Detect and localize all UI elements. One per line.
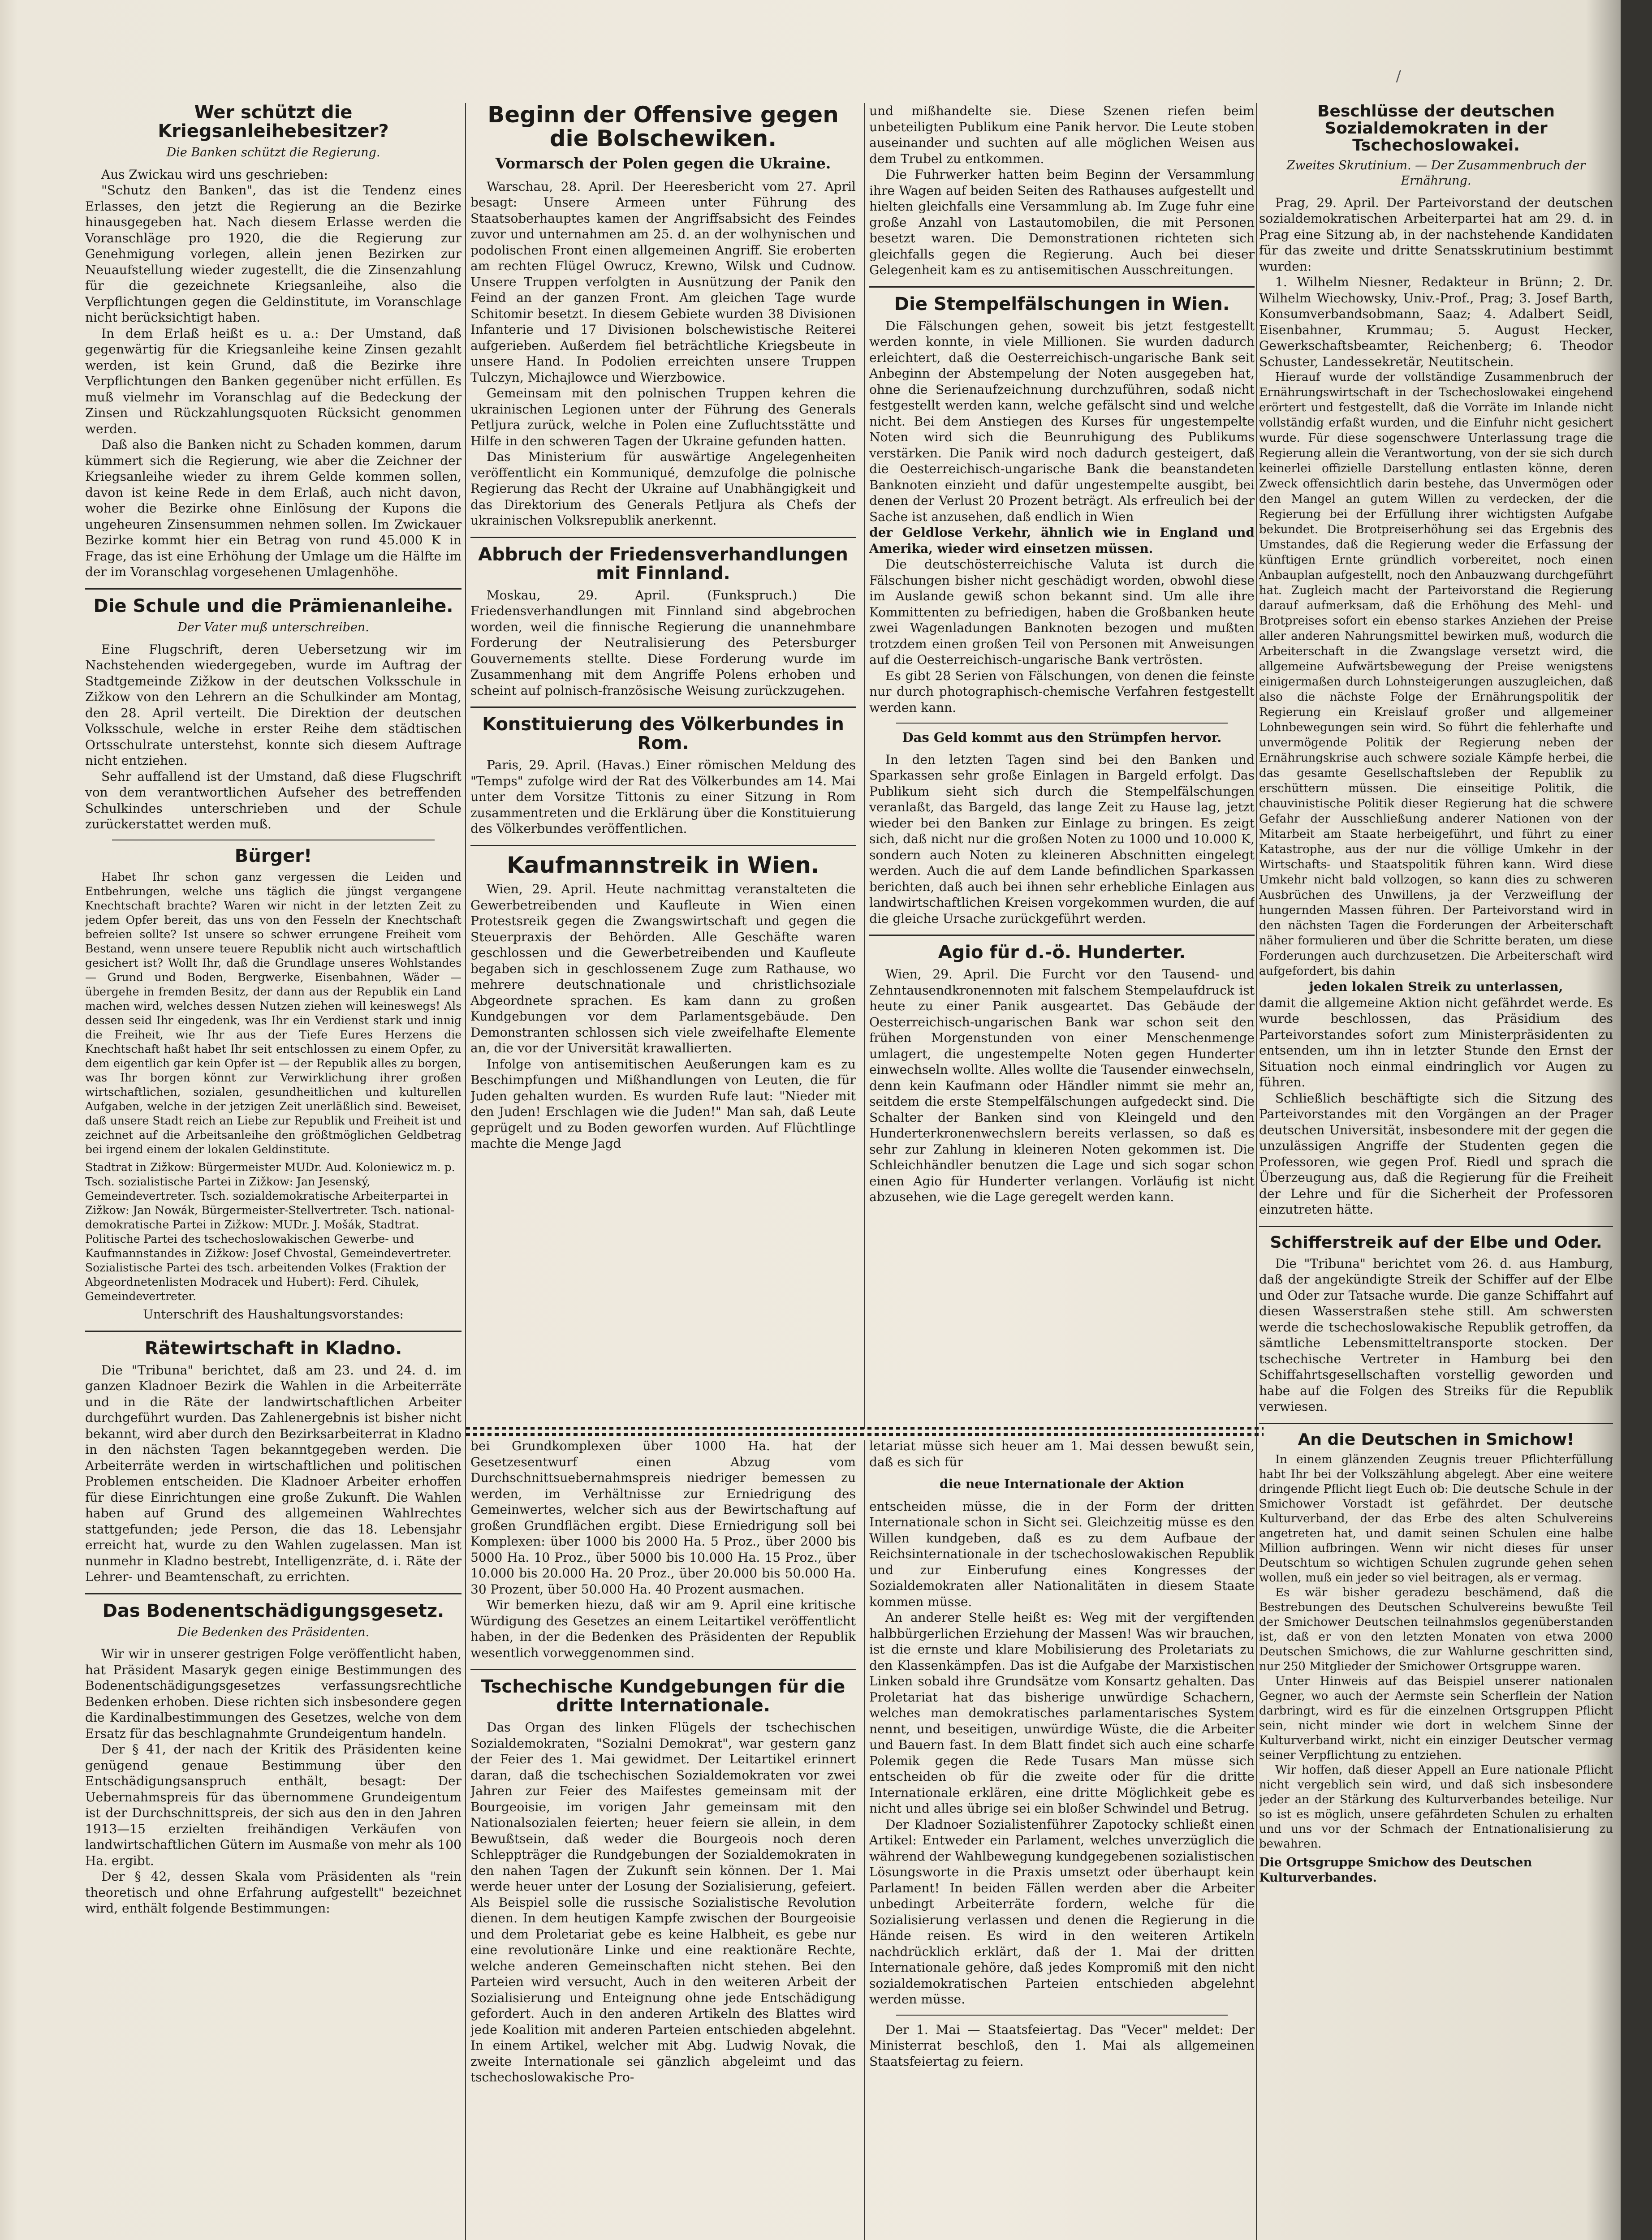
paragraph: Es wär bisher geradezu beschämend, daß die Bestrebungen des Deutschen Schulvereins bewußte Teil der Smichower Deutschen teilnahmslos gegenüberstanden ist, daß er von den letzten Monaten von etwa 2000 Deutschen Smichows, die zur Wahlurne geschritten sind, nur 250 Mitglieder der Smichower Ortsgruppe waren. — [1259, 1586, 1613, 1674]
paragraph: Die deutschösterreichische Valuta ist durch die Fälschungen bisher nicht geschädigt worden, obwohl diese im Auslande gewiß schon bekannt sind. Um alle ihre Kommittenten zu befriedigen, haben die Großbanken heute zwei Wagenladungen Banknoten bezogen und mußten trotzdem einen großen Teil von Personen mit Anweisungen auf die Oesterreichisch-ungarische Bank vertrösten. — [869, 557, 1255, 667]
paragraph: Es gibt 28 Serien von Fälschungen, von denen die feinste nur durch photographisch-chemische Verfahren festgestellt werden kann. — [869, 668, 1255, 715]
paragraph: bei Grundkomplexen über 1000 Ha. hat der Gesetzesentwurf einen Abzug vom Durchschnittsuebernahmspreis niedriger bemessen zu werden, im Verhältnisse zur Erniedrigung des Gemeinwertes, welcher sich aus der Bewirtschaftung auf großen Grundflächen ergibt. Diese Erniedrigung soll bei Komplexen: über 1000 bis 2000 Ha. 5 Proz., über 2000 bis 5000 Ha. 10 Proz., über 5000 bis 10.000 Ha. 15 Proz., über 10.000 bis 20.000 Ha. 20 Proz., über 20.000 bis 50.000 Ha. 30 Prozent, über 50.000 Ha. 40 Prozent ausmachen. — [470, 1439, 856, 1597]
paragraph: Das Organ des linken Flügels der tschechischen Sozialdemokraten, "Sozialni Demokrat", war gestern ganz der Feier des 1. Mai gewidmet. Der Leitartikel erinnert daran, daß die tschechischen Sozialdemokraten vor zwei Jahren zur Feier des Maifestes gemeinsam mit der Bourgeoisie, im vorigen Jahr gemeinsam mit den Nationalsozialen feierten; heuer feiern sie allein, in dem Bewußtsein, daß weder die Bourgeois noch deren Schleppträger die Rundgebungen der Sozialdemokraten in den nahen Tagen der Zukunft sein können. Der 1. Mai werde heuer unter der Losung der Sozialisierung, gefeiert. Als Beispiel solle die russische Sozialistische Revolution dienen. In dem heutigen Kampfe zwischen der Bourgeoisie und dem Proletariat gebe es keine Halbheit, es gebe nur eine revolutionäre Linke und eine reaktionäre Rechte, welche anderen Gemeinschaften nicht stehen. Bei den Parteien wird versucht, Auch in den weiteren Arbeit der Sozialisierung und Enteignung ohne jede Entschädigung gefordert. Auch in den anderen Artikeln des Blattes wird jede Koalition mit anderen Parteien entschieden abgelehnt. In einem Artikel, welcher mit Abg. Ludwig Novak, die zweite Internationale sei gänzlich abgeleimt und das tschechoslowakische Pro- — [470, 1720, 856, 2085]
paragraph: Wien, 29. April. Heute nachmittag veranstalteten die Gewerbetreibenden und Kaufleute in Wien einen Protestsreik gegen die Zwangswirtschaft und gegen die Steuerpraxis der Behörden. Alle Geschäfte waren geschlossen und die Gewerbetreibenden und Kaufleute begaben sich in geschlossenem Zuge zum Rathause, wo mehrere deutschnationale und christlichsoziale Abgeordnete sprachen. Es kam dann zu großen Kundgebungen vor dem Parlamentsgebäude. Den Demonstranten schlossen sich viele zweifelhafte Elemente an, die vor der Universität krawallierten. — [470, 882, 856, 1056]
paragraph: Wien, 29. April. Die Furcht vor den Tausend- und Zehntausendkronennoten mit falschem Stempelaufdruck ist heute zu einer Panik ausgeartet. Das Gebäude der Oesterreichisch-ungarischen Bank war schon seit den frühen Morgenstunden von einer Menschenmenge umlagert, die ungestempelte Noten gegen Hunderter einwechseln wollte. Alles wollte die Tausender einwechseln, denn kein Kaufmann oder Händler nimmt sie mehr an, seitdem die erste Stempelfälschungen aufgedeckt sind. Die Schalter der Banken sind von Kleingeld und den Hunderterkronenwechslern bereits verlassen, so daß es sehr zur Zahlung in kleineren Noten gekommen ist. Die Schleichhändler benutzen die Lage und sich sogar schon einen Agio für Hunderter verlangen. Vorläufig ist nicht abzusehen, wie die Lage geregelt werden kann. — [869, 967, 1255, 1205]
paragraph: Wir wir in unserer gestrigen Folge veröffentlicht haben, hat Präsident Masaryk gegen einige Bestimmungen des Bodenentschädigungsgesetzes verfassungsrechtliche Bedenken erhoben. Diese richten sich insbesondere gegen die Kardinalbestimmungen des Gesetzes, welche von dem Ersatz für das beschlagnahmte Grundeigentum handeln. — [85, 1646, 462, 1741]
subheadline: Die Bedenken des Präsidenten. — [177, 1625, 370, 1639]
paragraph: Sehr auffallend ist der Umstand, daß diese Flugschrift von dem verantwortlichen Aufseher des betreffenden Schulkindes unterschrieben und der Schule zurückerstattet werden muß. — [85, 769, 462, 831]
headline: Tschechische Kundgebungen für die dritte Internationale. — [481, 1676, 845, 1716]
signature-line: Unterschrift des Haushaltungsvorstandes: — [143, 1307, 404, 1322]
column-4 — [1259, 103, 1613, 2240]
headline: Abbruch der Friedensverhandlungen mit Finnland. — [478, 544, 848, 584]
paragraph: Die Fälschungen gehen, soweit bis jetzt festgestellt werden konnte, in viele Millionen. Sie wurden dadurch erleichtert, daß die Oesterreichisch-ungarische Bank seit Anbeginn der Abstempelung der Noten ausgegeben hat, ohne die Serienaufzeichnung durchzuführen, sodaß nicht festgestellt werden kann, welche gefälscht sind und welche nicht. Bei dem Anstiegen des Kurses für ungestempelte Noten wird sich die Beunruhigung des Publikums verstärken. Die Panik wird noch dadurch gesteigert, daß die Oesterreichisch-ungarische Bank die beanstandeten Banknoten einzieht und dafür ungestempelte ausgibt, bei denen der Verlust 20 Prozent beträgt. Als erfreulich bei der Sache ist anzusehen, daß endlich in Wien — [869, 318, 1255, 524]
paragraph: Infolge von antisemitischen Aeußerungen kam es zu Beschimpfungen und Mißhandlungen von Leuten, die für Juden gehalten wurden. Es wurden Rufe laut: "Nieder mit den Juden! Erschlagen wie die Juden!" Man sah, daß Leute geprügelt und zu Boden geworfen wurden. Auf Flüchtlinge machte die Menge Jagd — [470, 1056, 856, 1151]
paragraph: Paris, 29. April. (Havas.) Einer römischen Meldung des "Temps" zufolge wird der Rat des Völkerbundes am 14. Mai unter dem Vorsitze Tittonis zu einer Sitzung in Rom zusammentreten und die Erklärung über die Konstituierung des Völkerbundes veröffentlichen. — [470, 758, 856, 836]
column-rule — [465, 103, 466, 2240]
paragraph: Moskau, 29. April. (Funkspruch.) Die Friedensverhandlungen mit Finnland sind abgebrochen worden, weil die finnische Regierung die unannehmbare Forderung der Neutralisierung des Petersburger Gouvernements stellte. Diese Forderung wurde im Zusammenhang mit dem Angriffe Polens erhoben und scheint auf polnisch-französische Weisung zurückzugehen. — [470, 587, 856, 698]
paragraph: die neue Internationale der Aktion — [940, 1477, 1184, 1491]
paragraph: Der Kladnoer Sozialistenführer Zapotocky schließt einen Artikel: Entweder ein Parlament, welches unverzüglich die während der Wahlbewegung kundgegebenen sozialistischen Lösungsworte in die Praxis umsetzt oder überhaupt kein Parlament! In beiden Fällen werden aber die Arbeiter unbedingt Arbeiterräte fordern, welche für die Sozialisierung verlassen und denen die Regierung in die Hände reisen. Es wird in den weiteren Artikeln nachdrücklich erklärt, daß der 1. Mai der dritten Internationale gehöre, daß jedes Kompromiß mit den nicht sozialdemokratischen Parteien entschieden abgelehnt werden müsse. — [869, 1817, 1255, 2007]
paragraph: Prag, 29. April. Der Parteivorstand der deutschen sozialdemokratischen Arbeiterpartei hat am 29. d. in Prag eine Sitzung ab, in der nachstehende Kandidaten für das zweite und dritte Senatsskrutinium bestimmt wurden: — [1259, 195, 1613, 274]
paragraph: und mißhandelte sie. Diese Szenen riefen beim unbeteiligten Publikum eine Panik hervor. Die Leute stoben auseinander und suchten auf alle möglichen Weisen aus dem Trubel zu entkommen. — [869, 103, 1255, 166]
headline: Agio für d.-ö. Hunderter. — [938, 942, 1186, 963]
article-divider — [85, 1593, 462, 1594]
paragraph: Daß also die Banken nicht zu Schaden kommen, darum kümmert sich die Regierung, wie aber die Zeichner der Kriegsanleihe wieder zu ihrem Gelde kommen sollen, davon ist keine Rede in dem Erlaß, auch nicht davon, woher die Bezirke ohne Einlösung der Kupons die ungeheuren Zinsensummen nehmen sollen. Im Zwickauer Bezirke kommt hier ein Betrag von rund 45.000 K in Frage, das ist eine Erhöhung der Umlage um die Hälfte im der im Voranschlag vorgesehenen Umlagenhöhe. — [85, 437, 462, 580]
article-kriegsanleihe — [85, 103, 462, 580]
signatories: Stadtrat in Zižkow: Bürgermeister MUDr. Aud. Koloniewicz m. p. Tsch. sozialistische Partei in Zižkow: Jan Jesenský, Gemeindevertreter. Tsch. sozialdemokratische Arbeiterpartei in Zižkow: Jan Nowák, Bürgermeister-Stellvertreter. Tsch. national-demokratische Partei in Zižkow: MUDr. J. Mošák, Stadtrat. Politische Partei des tschechoslowakischen Gewerbe- und Kaufmannstandes in Zižkow: Josef Chvostal, Gemeindevertreter. Sozialistische Partei des tsch. arbeitenden Volkes (Fraktion der Abgeordnetenlisten Modracek und Hubert): Ferd. Cihulek, Gemeindevertreter. — [85, 1160, 455, 1303]
subheadline: Die Banken schützt die Regierung. — [166, 146, 380, 159]
headline: Beginn der Offensive gegen die Bolschewiken. — [487, 103, 839, 151]
paragraph: entscheiden müsse, die in der Form der dritten Internationale schon in Sicht sei. Gleichzeitig müsse es den Willen kundgeben, daß es zu dem Aufbaue der Reichsinternationale in der tschechoslowakischen Republik und zur Einberufung eines Kongresses der Sozialdemokraten aller Nationalitäten in diesem Staate kommen müsse. — [869, 1499, 1255, 1609]
paragraph: jeden lokalen Streik zu unterlassen, — [1309, 979, 1563, 995]
divider — [896, 2015, 1228, 2016]
signature: Die Ortsgruppe Smichow des Deutschen Kulturverbandes. — [1259, 1856, 1532, 1885]
article-divider — [470, 1669, 856, 1670]
paragraph: An anderer Stelle heißt es: Weg mit der vergiftenden halbbürgerlichen Erziehung der Massen! Was wir brauchen, ist die ernste und klare Mobilisierung des Proletariats zu den Klassenkämpfen. Das ist die Aufgabe der Marxistischen Linken sobald ihre Grundsätze vom Konsartz gehalten. Das Proletariat hat das bisherige unwürdige Schachern, welches man demokratisches parlamentarisches System nennt, und beseitigen, unwürdige Wüste, die die Arbeiter und Bauern fast. In dem Blatt findet sich auch eine scharfe Polemik gegen die Rede Tusars Man müsse sich entscheiden ob für die zweite oder für die dritte Internationale erklären, eine dritte Möglichkeit gebe es nicht und alles übrige sei ein bloßer Schwindel und Betrug. — [869, 1610, 1255, 1816]
article-schifferstreik — [1259, 1234, 1613, 1415]
article-divider — [1259, 1423, 1613, 1424]
article-divider — [470, 845, 856, 846]
paragraph: Gemeinsam mit den polnischen Truppen kehren die ukrainischen Legionen unter der Führung des Generals Petljura zurück, welche in Polen eine Zufluchtsstätte und Hilfe in den schweren Tagen der Ukraine gefunden hatten. — [470, 386, 856, 448]
article-agio — [869, 943, 1255, 1205]
article-smichow — [1259, 1431, 1613, 1886]
paragraph: Wir bemerken hiezu, daß wir am 9. April eine kritische Würdigung des Gesetzes an einem Leitartikel veröffentlicht haben, in der die Bedenken des Präsidenten der Republik wesentlich vorweggenommen sind. — [470, 1598, 856, 1660]
column-1 — [85, 103, 462, 2240]
headline: Die Schule und die Prämienanleihe. — [93, 595, 453, 616]
lower-column-right — [869, 1438, 1255, 2240]
article-divider — [869, 286, 1255, 288]
headline: Konstituierung des Völkerbundes in Rom. — [482, 714, 844, 754]
paragraph: Schließlich beschäftigte sich die Sitzung des Parteivorstandes mit den Vorgängen an der Prager deutschen Universität, insbesondere mit der gegen die unzulässigen Angriffe der Studenten gegen die Professoren, wie gegen Prof. Riedl und sprach die Überzeugung aus, daß die Regierung für die Freiheit der Lehre und für die Sicherheit der Professoren einzutreten hätte. — [1259, 1090, 1613, 1217]
headline: Das Bodenentschädigungsgesetz. — [102, 1600, 444, 1621]
headline: Schifferstreik auf der Elbe und Oder. — [1270, 1233, 1602, 1252]
article-divider — [85, 1331, 462, 1332]
paragraph: der Geldlose Verkehr, ähnlich wie in England und Amerika, wieder wird einsetzen müssen. — [869, 525, 1255, 556]
article-buerger — [85, 847, 462, 1322]
paragraph: Die Fuhrwerker hatten beim Beginn der Versammlung ihre Wagen auf beiden Seiten des Rathauses aufgestellt und hielten gleichfalls eine Versammlung ab. Im Zuge fuhr eine große Anzahl von Lastautomobilen, die mit Personen besetzt waren. Die Demonstrationen richteten sich gleichfalls gegen die Regierung. Auch bei dieser Gelegenheit kam es zu antisemitischen Ausschreitungen. — [869, 167, 1255, 277]
paragraph: damit die allgemeine Aktion nicht gefährdet werde. Es wurde beschlossen, das Präsidium des Parteivorstandes sofort zum Ministerpräsidenten zu entsenden, um ihn in letzter Stunde den Ernst der Situation noch einmal eindringlich vor Augen zu führen. — [1259, 995, 1613, 1090]
paragraph: Das Ministerium für auswärtige Angelegenheiten veröffentlicht ein Kommuniqué, demzufolge die polnische Regierung das Recht der Ukraine auf Unabhängigkeit und das Direktorium des Generals Petljura als Chefs der ukrainischen Volksrepublik anerkennt. — [470, 449, 856, 528]
paragraph: "Schutz den Banken", das ist die Tendenz eines Erlasses, den jetzt die Regierung an die Bezirke hinausgegeben hat. Nach diesem Erlasse werden die Voranschläge pro 1920, die die Regierung zur Genehmigung vorlegen, allein jenen Bezirken zur Neuaufstellung wieder zugestellt, die die Zinsenzahlung für die gezeichnete Kriegsanleihe, also die Verpflichtungen gegen die Geldinstitute, im Voranschlage nicht berücksichtigt haben. — [85, 183, 462, 325]
article-continuation — [869, 103, 1255, 278]
page-edge-shadow — [1621, 0, 1652, 2240]
paragraph: Die "Tribuna" berichtet vom 26. d. aus Hamburg, daß der angekündigte Streik der Schiffer auf der Elbe und Oder zur Tatsache wurde. Die ganze Schiffahrt auf diesen Wasserstraßen stehe still. Am schwersten werde die tschechoslowakische Republik getroffen, da sämtliche Lebensmitteltransporte stocken. Der tschechische Vertreter in Hamburg bei den Schiffahrtsgesellschaften vorstellig geworden und habe auf die Folgen des Streiks für die Republik verwiesen. — [1259, 1256, 1613, 1414]
article-divider — [470, 706, 856, 708]
paragraph: Habet Ihr schon ganz vergessen die Leiden und Entbehrungen, welche uns täglich die jüngst vergangene Knechtschaft brachte? Waren wir nicht in der letzten Zeit zu jedem Opfer bereit, das uns von den Fesseln der Knechtschaft befreien sollte? Ist unsere so schwer errungene Freiheit vom Bestand, wenn unsere teuere Republik nicht auch wirtschaftlich gesichert ist? Wollt Ihr, daß die Grundlage unseres Wohlstandes — Grund und Boden, Bergwerke, Eisenbahnen, Wäder — übergehe in fremden Besitz, der dann aus der Republik ein Land machen wird, welches dessen Nutzen ziehen will keineswegs! Als dessen seid Ihr eingedenk, was Ihr ein Verdienst stark und innig die Freiheit, wie Ihr aus der Tiefe Eures Herzens die Knechtschaft haßt habet Ihr seit entschlossen zu einem Opfer, zu dem eigentlich gar kein Opfer ist — der Republik alles zu borgen, was Ihr borgen könnt zur Verwirklichung ihrer großen wirtschaftlichen, sozialen, gesundheitlichen und kulturellen Aufgaben, welche in der jetzigen Zeit unerläßlich sind. Beweiset, daß unsere Stadt reich an Liebe zur Republik und Freiheit ist und zeichnet auf die Arbeitsanleihe den größtmöglichen Geldbetrag bei irgend einem der lokalen Geldinstitute. — [85, 870, 462, 1156]
paragraph: In dem Erlaß heißt es u. a.: Der Umstand, daß gegenwärtig für die Kriegsanleihe keine Zinsen gezahlt werden, ist kein Grund, daß die Bezirke ihre Verpflichtungen den Banken gegenüber nicht erfüllen. Es muß vielmehr im Voranschlag auf die Bedeckung der Zinsen und Rückzahlungsquoten Rücksicht genommen werden. — [85, 326, 462, 436]
subheadline: Das Geld kommt aus den Strümpfen hervor. — [902, 730, 1222, 745]
column-rule — [864, 1440, 865, 2240]
article-divider — [1259, 1226, 1613, 1227]
paragraph: letariat müsse sich heuer am 1. Mai dessen bewußt sein, daß es sich für — [869, 1439, 1255, 1469]
column-2 — [470, 103, 856, 1425]
headline: Die Stempelfälschungen in Wien. — [894, 293, 1230, 314]
headline: Bürger! — [234, 845, 312, 866]
headline: Beschlüsse der deutschen Sozialdemokraten in der Tschechoslowakei. — [1317, 103, 1555, 155]
article-divider — [85, 588, 462, 590]
headline: Kaufmannstreik in Wien. — [507, 852, 820, 878]
column-rule — [1256, 103, 1257, 2240]
paragraph: Die "Tribuna" berichtet, daß am 23. und 24. d. im ganzen Kladnoer Bezirk die Wahlen in die Arbeiterräte und in die Räte der landwirtschaftlichen Arbeiter durchgeführt wurden. Das Zahlenergebnis ist bisher nicht bekannt, wird aber durch den Bezirksarbeiterrat in Kladno in den nächsten Tagen bekanntgegeben werden. Die Arbeiterräte werden in wirtschaftlichen und politischen Problemen entscheiden. Die Kladnoer Arbeiter erhoffen für diese Einrichtungen eine große Zukunft. Die Wahlen haben auf Grund des allgemeinen Wahlrechtes stattgefunden; jede Person, die das 18. Lebensjahr erreicht hat, wurde zu den Wahlen zugelassen. Man ist nunmehr in Kladno bestrebt, Intelligenzräte, d. i. Räte der Lehrer- und Beamtenschaft, zu errichten. — [85, 1362, 462, 1584]
column-3 — [869, 103, 1255, 1425]
paragraph: Der § 42, dessen Skala vom Präsidenten als "rein theoretisch und ohne Erfahrung aufgestellt" bezeichnet wird, enthält folgende Bestimmungen: — [85, 1869, 462, 1916]
paragraph: In einem glänzenden Zeugnis treuer Pflichterfüllung habt Ihr bei der Volkszählung abgelegt. Aber eine weitere dringende Pflicht liegt Euch ob: Die deutsche Schule in der Smichower Vorstadt ist gefährdet. Der deutsche Kulturverband, der das Erbe des alten Schulvereins angetreten hat, und damit seinen Schulen eine halbe Million aufbringen. Wenn wir nicht dieses für unser Deutschtum so wichtigen Schulen zugrunde gehen sehen wollen, muß ein jeder so viel beitragen, als er vermag. — [1259, 1453, 1613, 1585]
headline: Wer schützt die Kriegsanleihebesitzer? — [158, 103, 389, 142]
paragraph: Der 1. Mai — Staatsfeiertag. Das "Vecer" meldet: Der Ministerrat beschloß, den 1. Mai als allgemeinen Staatsfeiertag zu feiern. — [869, 2022, 1255, 2069]
article-bodenentschaedigung — [85, 1602, 462, 1917]
article-schule-praemienanleihe — [85, 597, 462, 832]
article-voelkerbund — [470, 715, 856, 837]
paragraph: 1. Wilhelm Niesner, Redakteur in Brünn; 2. Dr. Wilhelm Wiechowsky, Univ.-Prof., Prag; 3. Josef Barth, Konsumverbandsobmann, Saaz; 4. Adalbert Seidl, Eisenbahner, Krummau; 5. August Hecker, Gewerkschaftsbeamter, Reichenberg; 6. Theodor Schuster, Landessekretär, Neutitschein. — [1259, 275, 1613, 369]
subheadline: Der Vater muß unterschreiben. — [177, 620, 369, 634]
divider — [896, 723, 1228, 724]
article-stempelfaelschungen — [869, 295, 1255, 927]
article-raetewirtschaft — [85, 1339, 462, 1585]
article-offensive — [470, 103, 856, 529]
subheadline: Vormarsch der Polen gegen die Ukraine. — [495, 155, 831, 172]
headline: Rätewirtschaft in Kladno. — [144, 1338, 402, 1359]
pencil-mark: / — [1396, 67, 1401, 85]
dotted-divider — [466, 1427, 1264, 1436]
article-kaufmannstreik — [470, 853, 856, 1152]
lower-column-left — [470, 1438, 856, 2240]
article-divider — [470, 537, 856, 538]
paragraph: In den letzten Tagen sind bei den Banken und Sparkassen sehr große Einlagen in Bargeld erfolgt. Das Publikum sieht sich durch die Stempelfälschungen veranlaßt, das Bargeld, das lange Zeit zu Hause lag, jetzt wieder bei den Banken zur Einlage zu bringen. Es zeigt sich, daß nicht nur die großen Noten zu 1000 und 10.000 K, sondern auch Noten zu kleineren Abschnitten eingelegt werden. Auch die auf dem Lande befindlichen Sparkassen berichten, daß auch bei ihnen sehr erhebliche Einlagen aus landwirtschaftlichen Kreisen vorgekommen wurden, die auf die gleiche Ursache zurückgeführt werden. — [869, 752, 1255, 926]
article-finnland — [470, 545, 856, 699]
paragraph: Aus Zwickau wird uns geschrieben: — [101, 167, 328, 182]
article-divider — [869, 935, 1255, 936]
paragraph: Warschau, 28. April. Der Heeresbericht vom 27. April besagt: Unsere Armeen unter Führung des Staatsoberhauptes kamen der Angriffsabsicht des Feindes zuvor und unternahmen am 25. d. an der wolhynischen und podolischen Front einen allgemeinen Angriff. Sie eroberten am rechten Flügel Owrucz, Krewno, Wilsk und Cudnow. Unsere Truppen verfolgten in Ausnützung der Panik den Feind an der ganzen Front. Am gleichen Tage wurde Schitomir besetzt. In diesem Gebiete wurden 38 Divisionen Infanterie und 17 Divisionen bolschewistische Reiterei aufgerieben. Außerdem fiel beträchtliche Kriegsbeute in unsere Hand. In Podolien erreichten unsere Truppen Tulczyn, Michajlowce und Wierzbowice. — [470, 179, 856, 385]
headline: An die Deutschen in Smichow! — [1298, 1430, 1574, 1449]
paragraph: Hierauf wurde der vollständige Zusammenbruch der Ernährungswirtschaft in der Tschechoslowakei eingehend erörtert und festgestellt, daß die Vorräte im Inlande nicht vollständig erfaßt wurden, und die Einfuhr nicht gesichert wurde. Für diese sogenschwere Unterlassung trage die Regierung allein die Verantwortung, von der sie sich durch keinerlei offizielle Darstellung entlasten könne, deren Zweck offensichtlich darin bestehe, das Unvermögen oder den Mangel an gutem Willen zu verdecken, der die Regierung bei der Erfüllung ihrer wichtigsten Aufgabe bekundet. Die Brotpreiserhöhung sei das Ergebnis des Umstandes, daß die Regierung weder die Erfassung der künftigen Ernte gründlich vorbereitet, noch einen Anbauplan aufgestellt, noch den Anbauzwang durchgeführt hat. Zugleich macht der Parteivorstand die Regierung darauf aufmerksam, daß die Erhöhung des Mehl- und Brotpreises sofort ein ebenso starkes Anziehen der Preise aller anderen Nahrungsmittel bewirken muß, wodurch die Arbeiterschaft in die Zwangslage versetzt wird, die allgemeine Aufwärtsbewegung der Preise wenigstens einigermaßen durch Lohnsteigerungen auszugleichen, daß also die nächste Folge der Ernährungspolitik der Regierung ein Kreislauf großer und allgemeiner Lohnbewegungen sein wird. So führt die fehlerhafte und unvermögende Politik der Regierung neben der Ernährungskrise auch schwere soziale Kämpfe herbei, die das gesamte Gesellschaftsleben der Republik zu erschüttern müssen. Die einseitige Politik, die chauvinistische Politik dieser Regierung hat die schwere Gefahr der Ausschließung anderer Nationen von der Mitarbeit am Staate herbeigeführt, und führt zu einer Katastrophe, aus der nur die völlige Umkehr in der Wirtschafts- und Staatspolitik führen kann. Wird diese Umkehr nicht bald vollzogen, so kann dies zu schweren Ausbrüchen des Unwillens, ja der Verzweiflung der hungernden Massen führen. Der Parteivorstand wird in den nächsten Tagen die Forderungen der Arbeiterschaft näher formulieren und über die Schritte beraten, um diese Forderungen auch durchzusetzen. Die Arbeiterschaft wird aufgefordert, bis dahin — [1259, 370, 1613, 978]
paragraph: Eine Flugschrift, deren Uebersetzung wir im Nachstehenden wiedergegeben, wurde im Auftrag der Stadtgemeinde Zižkow in der deutschen Volksschule in Zižkow von den Lehrern an die Schulkinder am Montag, den 28. April verteilt. Die Direktion der deutschen Volksschule, welche in erster Reihe dem städtischen Ortsschulrate unterstehst, konnte sich diesem Auftrage nicht entziehen. — [85, 642, 462, 768]
paragraph: Unter Hinweis auf das Beispiel unserer nationalen Gegner, wo auch der Aermste sein Scherflein der Nation darbringt, wird es für die einzelnen Ortsgruppen Pflicht sein, nicht minder wie dort in welchem Sinne der Kulturverband wirkt, nicht ein einziger Deutscher vermag seiner Verpflichtung zu entziehen. — [1259, 1675, 1613, 1762]
paragraph: Wir hoffen, daß dieser Appell an Eure nationale Pflicht nicht vergeblich sein wird, und daß sich insbesondere jeder an der Stärkung des Kulturverbandes beteilige. Nur so ist es möglich, unsere gefährdeten Schulen zu erhalten und uns vor der Schmach der Entnationalisierung zu bewahren. — [1259, 1763, 1613, 1851]
paragraph: Der § 41, der nach der Kritik des Präsidenten keine genügend genaue Bestimmung über den Entschädigungsanspruch enthält, besagt: Der Uebernahmspreis für das übernommene Grundeigentum ist der Durchschnittspreis, der sich aus den in den Jahren 1913—15 erzielten freihändigen Verkäufen von landwirtschaftlichen Gütern im Ausmaße von mehr als 100 Ha. ergibt. — [85, 1742, 462, 1868]
column-rule — [864, 103, 865, 1429]
article-beschluesse — [1259, 103, 1613, 1218]
subheadline: Zweites Skrutinium. — Der Zusammenbruch der Ernährung. — [1286, 159, 1586, 188]
